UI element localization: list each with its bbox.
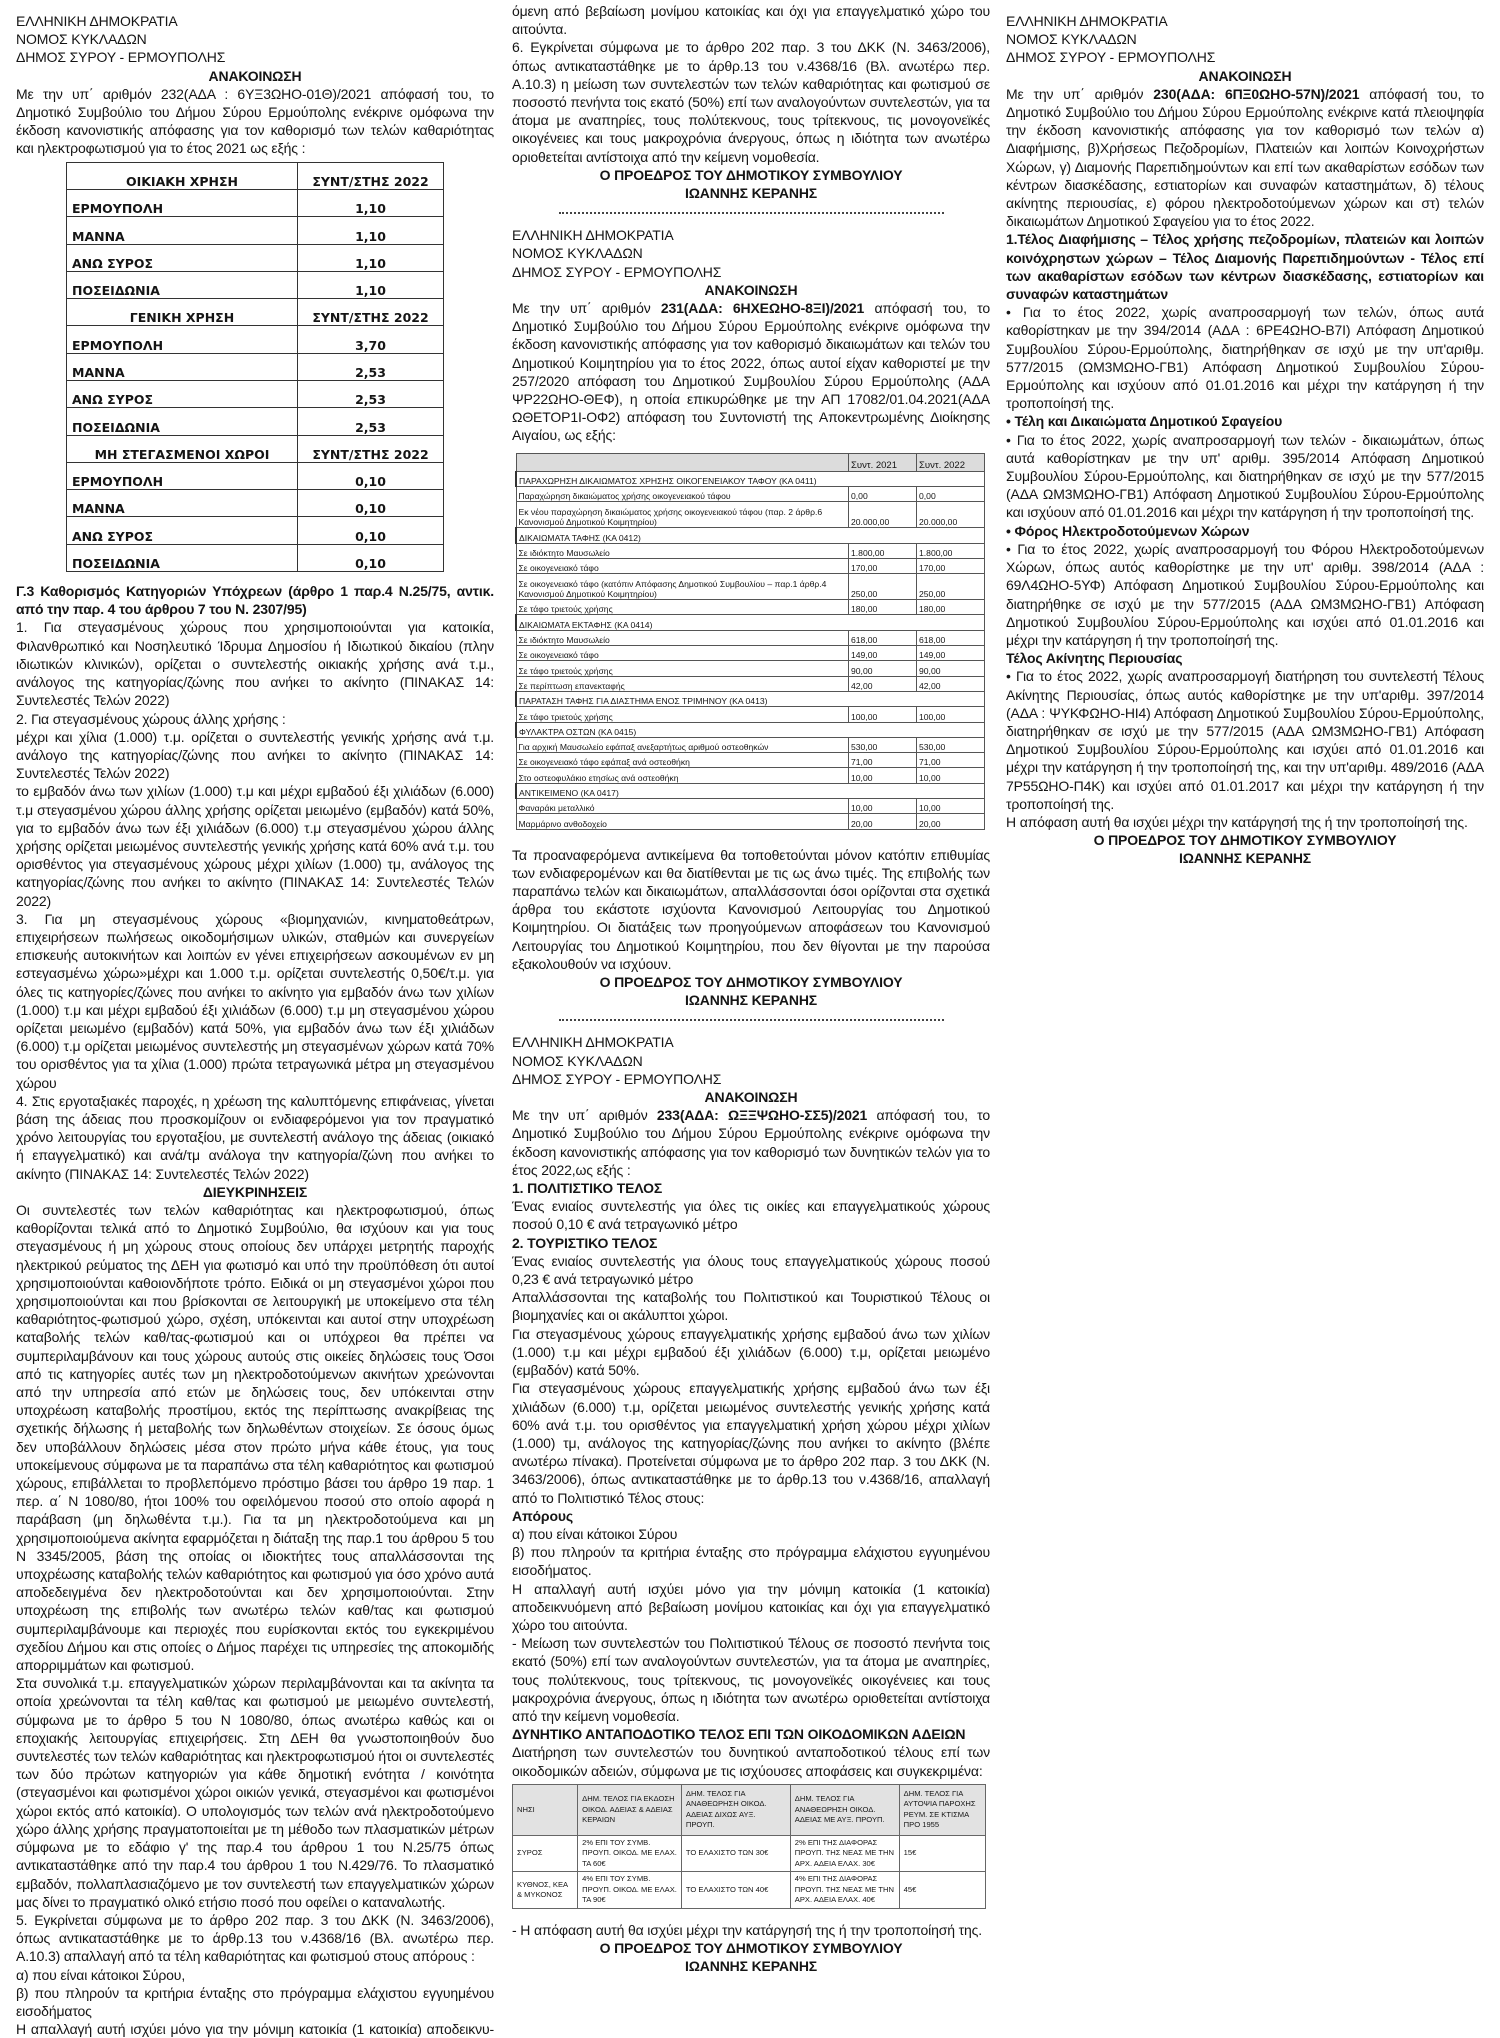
paragraph: 6. Εγκρίνεται σύμφωνα με το άρθρο 202 παρ. 3 του ΔΚΚ (Ν. 3463/2006), όπως αντικαταστάθηκε με το άρθρ.13 του ν.4368/16 (Βλ. ανωτέρω περ. Α.10.3) η μείωση των συντελεστών των τελών καθαριότητας και φωτισμού σε ποσοστό πενήντα τοις εκατό (50%) επί των αναλογούντων συντελεστών, για τα άτομα με αναπηρίες, τους πολύτεκνους, τους τρίτεκνους, τις μονογονεϊκές οικογένειες και τους μακροχρόνια άνεργους, όπως η ιδιότητα των ανωτέρω οριοθετείται αντίστοιχα από την κείμενη νομοθεσία. (512, 39, 990, 165)
paragraph: Ένας ενιαίος συντελεστής για όλες τις οικίες και επαγγελματικούς χώρους ποσού 0,10 € ανά τετραγωνικό μέτρο (512, 1198, 990, 1233)
value-cell: 530,00 (917, 737, 985, 752)
table-section-row (516, 722, 985, 737)
signatory-title: Ο ΠΡΟΕΔΡΟΣ ΤΟΥ ΔΗΜΟΤΙΚΟΥ ΣΥΜΒΟΥΛΙΟΥ (1093, 832, 1397, 849)
value-cell: 0,00 (917, 486, 985, 501)
value-cell: 20.000,00 (917, 502, 985, 528)
table-header-row (67, 435, 444, 462)
signatory-title: Ο ΠΡΟΕΔΡΟΣ ΤΟΥ ΔΗΜΟΤΙΚΟΥ ΣΥΜΒΟΥΛΙΟΥ (599, 166, 903, 183)
table-cell: ΤΟ ΕΛΑΧΙΣΤΟ ΤΩΝ 40€ (681, 1872, 790, 1909)
value-cell: 10,00 (849, 768, 917, 783)
section-heading: ΔΥΝΗΤΙΚΟ ΑΝΤΑΠΟΔΟΤΙΚΟ ΤΕΛΟΣ ΕΠΙ ΤΩΝ ΟΙΚΟΔΟΜΙΚΩΝ ΑΔΕΙΩΝ (512, 1726, 966, 1743)
dotted-divider (559, 212, 944, 214)
fee-coefficients-table (66, 162, 444, 572)
table-section-row (516, 783, 985, 798)
paragraph: Η απαλλαγή αυτή ισχύει μόνο για την μόνιμη κατοικία (1 κατοικία) αποδεικνυ- (16, 2021, 494, 2038)
paragraph: όμενη από βεβαίωση μονίμου κατοικίας και όχι για επαγγελματικό χώρο του αιτούντα. (512, 3, 990, 38)
header-cell: ΝΗΣΙ (513, 1784, 578, 1835)
item-cell: Σε οικογενειακό τάφο εφάπαξ ανά οστεοθήκη (516, 753, 849, 768)
paragraph: - Η απόφαση αυτή θα ισχύει μέχρι την κατάργησή της ή την τροποποίησή της. (512, 1921, 982, 1938)
decision-reference: 233(ΑΔΑ: ΩΞΞΨΩΗΟ-ΣΣ5)/2021 (656, 1107, 868, 1124)
value-cell: 170,00 (849, 558, 917, 573)
table-row (516, 799, 985, 814)
item-cell: Μαρμάρινο ανθοδοχείο (516, 814, 849, 829)
table-row (67, 462, 444, 489)
issuer-line: ΔΗΜΟΣ ΣΥΡΟΥ - ΕΡΜΟΥΠΟΛΗΣ (1006, 49, 1216, 66)
paragraph: Απαλλάσσονται της καταβολής του Πολιτιστικού και Τουριστικού Τέλους οι βιομηχανίες και οι ακάλυπτοι χώροι. (512, 1289, 990, 1324)
item-cell: Σε οικογενειακό τάφο (κατόπιν Απόφασης Δημοτικού Συμβουλίου – παρ.1 άρθρ.4 Κανονισμού Δημοτικού Κοιμητηρίου) (516, 574, 849, 600)
table-row (516, 502, 985, 528)
section-heading: Γ.3 Καθορισμός Κατηγοριών Υπόχρεων (άρθρο 1 παρ.4 Ν.25/75, αντικ. από την παρ. 4 του άρθρου 7 του Ν. 2307/95) (16, 583, 494, 618)
paragraph: • Για το έτος 2022, χωρίς αναπροσαρμογή του Φόρου Ηλεκτροδοτούμενων Χώρων, όπως αυτός καθορίστηκε με την υπ' αριθμ. 398/2014 (ΑΔΑ : 69Λ4ΩΗΟ-5ΥΦ) Απόφαση Δημοτικού Συμβουλίου Σύρου-Ερμούπολης και διατηρήθηκε σε ισχύ με την 577/2015 (ΑΔΑ ΩΜ3ΜΩΗΟ-ΓΒ1) Απόφαση Δημοτικού Συμβουλίου Σύρου-Ερμούπολης και ισχύει από 01.01.2016 και μέχρι την κατάργηση ή την τροποποίησή της. (1006, 540, 1484, 648)
issuer-line: ΝΟΜΟΣ ΚΥΚΛΑΔΩΝ (16, 31, 147, 48)
table-row (67, 381, 444, 408)
text-run: απόφασή του, το Δημοτικό Συμβούλιο του Δήμου Σύρου Ερμούπολης ενέκρινε ομόφωνα την έκδοση κανονιστικής απόφασης για τον καθορισμό των δυνητικών τελών για το έτος 2022,ως εξής : (512, 1107, 990, 1178)
section-heading: Τέλος Ακίνητης Περιουσίας (1006, 650, 1183, 667)
table-row (67, 408, 444, 435)
item-cell: Σε ιδιόκτητο Μαυσωλείο (516, 630, 849, 645)
table-row (67, 517, 444, 544)
area-cell: ΠΟΣΕΙΔΩΝΙΑ (67, 271, 298, 298)
section-cell: ΠΑΡΑΧΩΡΗΣΗ ΔΙΚΑΙΩΜΑΤΟΣ ΧΡΗΣΗΣ ΟΙΚΟΓΕΝΕΙΑΚΟΥ ΤΑΦΟΥ (ΚΑ 0411) (516, 471, 985, 486)
item-cell: Στο οστεοφυλάκιο ετησίως ανά οστεοθήκη (516, 768, 849, 783)
item-cell: Σε ιδιόκτητο Μαυσωλείο (516, 543, 849, 558)
issuer-header (16, 12, 494, 67)
table-row (67, 544, 444, 571)
value-cell: 618,00 (849, 630, 917, 645)
signatory-name: ΙΩΑΝΝΗΣ ΚΕΡΑΝΗΣ (684, 185, 818, 202)
signatory-title: Ο ΠΡΟΕΔΡΟΣ ΤΟΥ ΔΗΜΟΤΙΚΟΥ ΣΥΜΒΟΥΛΙΟΥ (599, 974, 903, 991)
announcement-title: ΑΝΑΚΟΙΝΩΣΗ (208, 67, 302, 84)
issuer-line: ΔΗΜΟΣ ΣΥΡΟΥ - ΕΡΜΟΥΠΟΛΗΣ (512, 1070, 722, 1087)
issuer-line: ΕΛΛΗΝΙΚΗ ΔΗΜΟΚΡΑΤΙΑ (16, 13, 178, 29)
coefficient-cell: 3,70 (298, 326, 444, 353)
table-row (516, 543, 985, 558)
table-row (516, 600, 985, 615)
table-cell: ΤΟ ΕΛΑΧΙΣΤΟ ΤΩΝ 30€ (681, 1835, 790, 1872)
table-row (516, 814, 985, 829)
paragraph: Ένας ενιαίος συντελεστής για όλους τους επαγγελματικούς χώρους ποσού 0,23 € ανά τετραγωνικό μέτρο (512, 1252, 990, 1288)
table-cell: ΚΥΘΝΟΣ, ΚΕΑ & ΜΥΚΟΝΟΣ (513, 1872, 578, 1909)
area-cell: ΑΝΩ ΣΥΡΟΣ (67, 244, 298, 271)
announcement-title: ΑΝΑΚΟΙΝΩΣΗ (704, 281, 798, 298)
paragraph: 5. Εγκρίνεται σύμφωνα με το άρθρο 202 παρ. 3 του ΔΚΚ (Ν. 3463/2006), όπως αντικαταστάθηκε με το άρθρ.13 του ν.4368/16 (Βλ. ανωτέρω περ. Α.10.3) απαλλαγή από τα τέλη καθαριότητας και φωτισμού στους απόρους : (16, 1911, 494, 1965)
value-cell: 71,00 (917, 753, 985, 768)
header-cell: ΣΥΝΤ/ΣΤΗΣ 2022 (298, 435, 444, 462)
value-cell: 1.800,00 (917, 543, 985, 558)
value-cell: 10,00 (917, 768, 985, 783)
section-cell: ΦΥΛΑΚΤΡΑ ΟΣΤΩΝ (ΚΑ 0415) (516, 722, 985, 737)
section-heading: 2. ΤΟΥΡΙΣΤΙΚΟ ΤΕΛΟΣ (512, 1234, 658, 1251)
value-cell: 530,00 (849, 737, 917, 752)
area-cell: ΠΟΣΕΙΔΩΝΙΑ (67, 544, 298, 571)
signatory-name: ΙΩΑΝΝΗΣ ΚΕΡΑΝΗΣ (684, 992, 818, 1009)
paragraph: Διατήρηση των συντελεστών του δυνητικού ανταποδοτικού τέλους επί των οικοδομικών αδειών, σύμφωνα με τις ισχύουσες αποφάσεις και συγκεκριμένα: (512, 1744, 990, 1779)
issuer-line: ΔΗΜΟΣ ΣΥΡΟΥ - ΕΡΜΟΥΠΟΛΗΣ (512, 263, 722, 280)
paragraph: α) που είναι κάτοικοι Σύρου (512, 1525, 678, 1542)
value-cell: 0,00 (849, 486, 917, 501)
issuer-line: ΝΟΜΟΣ ΚΥΚΛΑΔΩΝ (512, 245, 643, 262)
area-cell: ΜΑΝΝΑ (67, 217, 298, 244)
item-cell: Σε οικογενειακό τάφο (516, 558, 849, 573)
value-cell: 250,00 (917, 574, 985, 600)
table-row (67, 271, 444, 298)
paragraph: Για στεγασμένους χώρους επαγγελματικής χρήσης εμβαδού άνω των χιλίων (1.000) τ.μ και μέχρι εμβαδού έξι χιλιάδων (6.000) τ.μ, ορίζεται μειωμένο (εμβαδόν) κατά 50%. (512, 1325, 990, 1379)
area-cell: ΜΑΝΝΑ (67, 353, 298, 380)
text-run: Με την υπ΄ αριθμόν (512, 300, 661, 317)
section-heading: • Τέλη και Δικαιώματα Δημοτικού Σφαγείου (1006, 413, 1283, 430)
table-row (516, 707, 985, 722)
table-section-row (516, 471, 985, 486)
paragraph: Με την υπ΄ αριθμόν 232(ΑΔΑ : 6ΥΞ3ΩΗΟ-01Θ)/2021 απόφασή του, το Δημοτικό Συμβούλιο του Δήμου Σύρου Ερμούπολης ενέκρινε ομόφωνα την έκδοση κανονιστικής απόφασης για τον καθορισμό των τελών καθαριότητας και ηλεκτροφωτισμού για το έτος 2021 ως εξής : (16, 85, 494, 157)
paragraph: • Για το έτος 2022, χωρίς αναπροσαρμογή των τελών, όπως αυτά καθορίστηκαν με την 394/2014 (ΑΔΑ : 6ΡΕ4ΩΗΟ-Β7Ι) Απόφαση Δημοτικού Συμβουλίου Σύρου-Ερμούπολης, διατηρήθηκαν σε ισχύ με την υπ'αριθμ. 577/2015 (ΩΜ3ΜΩΗΟ-ΓΒ1) Απόφαση Δημοτικού Συμβουλίου Σύρου-Ερμούπολης και ισχύουν από 01.01.2016 και μέχρι την κατάργηση ή την τροποποίησή της. (1006, 304, 1484, 412)
issuer-line: ΕΛΛΗΝΙΚΗ ΔΗΜΟΚΡΑΤΙΑ (1006, 13, 1168, 29)
issuer-line: ΕΛΛΗΝΙΚΗ ΔΗΜΟΚΡΑΤΙΑ (512, 1034, 674, 1051)
table-header-row (516, 453, 985, 471)
area-cell: ΑΝΩ ΣΥΡΟΣ (67, 517, 298, 544)
section-cell: ΔΙΚΑΙΩΜΑΤΑ ΤΑΦΗΣ (ΚΑ 0412) (516, 528, 985, 543)
table-header-row (67, 162, 444, 189)
item-cell: Σε οικογενειακό τάφο (516, 646, 849, 661)
table-row (67, 353, 444, 380)
table-cell: ΣΥΡΟΣ (513, 1835, 578, 1872)
table-row (67, 217, 444, 244)
value-cell: 618,00 (917, 630, 985, 645)
value-cell: 149,00 (849, 646, 917, 661)
column-2 (512, 2, 990, 1975)
table-row (67, 189, 444, 216)
table-row (516, 737, 985, 752)
area-cell: ΕΡΜΟΥΠΟΛΗ (67, 189, 298, 216)
header-cell (516, 453, 849, 471)
signatory-name: ΙΩΑΝΝΗΣ ΚΕΡΑΝΗΣ (684, 1958, 818, 1975)
area-cell: ΑΝΩ ΣΥΡΟΣ (67, 381, 298, 408)
value-cell: 1.800,00 (849, 543, 917, 558)
paragraph (512, 299, 990, 445)
section-heading: Απόρους (512, 1507, 573, 1524)
item-cell: Σε τάφο τριετούς χρήσης (516, 600, 849, 615)
paragraph: Στα συνολικά τ.μ. επαγγελματικών χώρων περιλαμβάνονται και τα ακίνητα τα οποία χρεώνονται τα τέλη καθ/τας και φωτισμού με μειωμένο συντελεστή, σύμφωνα με το άρθρο 5 του Ν 1080/80, όπως ανωτέρω καθώς και οι εποχιακής λειτουργίας επιχειρήσεις. Στη ΔΕΗ θα γνωστοποιηθούν δυο συντελεστές των τελών καθαριότητας και ηλεκτροφωτισμού ήτοι οι συντελεστές των δύο πρώτων κατηγοριών για κάθε δημοτική ενότητα / κοινότητα (στεγασμένοι και φωτισμένοι χώροι οικιών γενικά, στεγασμένοι και φωτισμένοι χώροι εκτός από κατοικία). Ο υπολογισμός των τελών ανά ηλεκτροδοτούμενο χώρο άλλης χρήσης πραγματοποιείται με τη μέθοδο των πλασματικών μέτρων σύμφωνα με το εδάφιο γ' της παρ.4 του άρθρου 1 του Ν.25/75 όπως αντικαταστάθηκε από την παρ.4 του άρθρου 1 του Ν.429/76. Το πλασματικό εμβαδόν, πολλαπλασιαζόμενο με τον συντελεστή των επαγγελματικών χώρων μας δίνει το πραγματικό ολικό ετήσιο ποσό που οφείλει ο καταναλωτής. (16, 1675, 494, 1910)
value-cell: 20,00 (849, 814, 917, 829)
value-cell: 250,00 (849, 574, 917, 600)
section-cell: ΑΝΤΙΚΕΙΜΕΝΟ (ΚΑ 0417) (516, 783, 985, 798)
item-cell: Σε περίπτωση επανεκταφής (516, 676, 849, 691)
value-cell: 20,00 (917, 814, 985, 829)
paragraph: 3. Για μη στεγασμένους χώρους «βιομηχανιών, κινηματοθεάτρων, επιχειρήσεων πωλήσεως οικοδομήσιμων υλικών, σταθμών και συνεργείων επισκευής αυτοκινήτων και λοιπών εν γένει επιχειρήσεων ασκουμένων εν μη εστεγασμένω χώρω»μέχρι και 1.000 τ.μ. ορίζεται συντελεστής 0,50€/τ.μ. για όλες τις κατηγορίες/ζώνες που ανήκει το ακίνητο για εμβαδόν άνω των χιλίων (1.000) τ.μ και μέχρι εμβαδού έξι χιλιάδων (6.000) τ.μ μη στεγασμένου χώρου ορίζεται μειωμένο (εμβαδόν) κατά 50%, για εμβαδόν άνω των έξι χιλιάδων (6.000) τ.μ ορίζεται μειωμένος συντελεστής μη στεγασμένων χώρων κατά 70% του ορισθέντος για τα χίλια (1.000) πρώτα τετραγωνικά μέτρα μη στεγασμένου χώρου (16, 910, 494, 1091)
paragraph: Οι συντελεστές των τελών καθαριότητας και ηλεκτροφωτισμού, όπως καθορίζονται τελικά από το Δημοτικό Συμβούλιο, θα ισχύουν και για τους στεγασμένους ή μη χώρους στους οποίους δεν υπάρχει μετρητής παροχής ηλεκτρικού ρεύματος της ΔΕΗ για φωτισμό και υπό την προϋπόθεση ότι αυτοί χρησιμοποιούνται καθοιονδήποτε τρόπο. Ειδικά οι μη στεγασμένοι χώροι που χρησιμοποιούνται και που βρίσκονται σε λειτουργική με υποκείμενο στα τέλη καθαριότητος-φωτισμού χώρο, σχέση, υπόκεινται και αυτοί στην υποχρέωση καταβολής τελών καθ/τας-φωτισμού και οι υπόχρεοι θα πρέπει να συμπεριλαμβάνουν και τους χώρους αυτούς στις οικείες δηλώσεις τους Όσοι από τις κατηγορίες αυτές των μη ηλεκτροδοτούμενων ακινήτων χρεώνονται από την υπηρεσία από ετών με δηλώσεις τους, δεν υπόκεινται στην υποχρέωση καταβολής προστίμου, εκτός της περίπτωσης ανακρίβειας της σχετικής δήλωσης ή μεταβολής των δηλωθέντων στοιχείων. Σε όσους όμως δεν υποβάλλουν δηλώσεις μέσα στον πρώτο μήνα κάθε έτους, για τους υποκείμενους σύμφωνα με τα παραπάνω στα τέλη καθαριότητος και φωτισμού χώρους, επιβάλλεται το προβλεπόμενο πρόστιμο βάσει του άρθρο 19 παρ. 1 περ. α΄ Ν 1080/80, ήτοι 100% του οφειλόμενου ποσού στο οποίο αφορά η παράβαση (μη δηλωθέντα τ.μ.). Για τα μη ηλεκτροδοτούμενα και μη χρησιμοποιούμενα ακίνητα εφαρμόζεται η διάταξη της παρ.1 του άρθρου 5 του Ν 3345/2005, βάση της οποίας οι ιδιοκτήτες τους απαλλάσσονται της υποχρέωσης καταβολής τελών καθαριότητος και φωτισμού για όσο χρόνο αυτά αποδεδειγμένα δεν ηλεκτροδοτούνται και δεν χρησιμοποιούνται. Στην υποχρέωση της επιβολής των ανωτέρω τελών καθ/τας και φωτισμού συμπεριλαμβάνουμε και περιοχές που ευρίσκονται εκτός του εγκεκριμένου σχεδίου Δήμου και στις οποίες ο Δήμος παρέχει τις υπηρεσίες της αποκομιδής απορριμμάτων και φωτισμού. (16, 1201, 494, 1674)
table-header-row (513, 1784, 986, 1835)
value-cell: 100,00 (917, 707, 985, 722)
paragraph: το εμβαδόν άνω των χιλίων (1.000) τ.μ και μέχρι εμβαδού έξι χιλιάδων (6.000) τ.μ στεγασμένου χώρου άλλης χρήσης ορίζεται μειωμένο (εμβαδόν) κατά 50%, για το εμβαδόν άνω των έξι χιλιάδων (6.000) τ.μ στεγασμένου χώρου άλλης χρήσης ορίζεται μειωμένος συντελεστής γενικής χρήσης κατά 60% ανά τ.μ. του ορισθέντος για στεγασμένους χώρους μέχρι χιλίων (1.000) τμ, ανάλογος της κατηγορίας/ζώνης που ανήκει το ακίνητο (ΠΙΝΑΚΑΣ 14: Συντελεστές Τελών 2022) (16, 783, 494, 909)
text-run: Με την υπ΄ αριθμόν (1006, 85, 1154, 102)
table-row (516, 558, 985, 573)
item-cell: Για αρχική Μαυσωλείο εφάπαξ ανεξαρτήτως αριθμού οστεοθηκών (516, 737, 849, 752)
coefficient-cell: 1,10 (298, 189, 444, 216)
table-header-row (67, 299, 444, 326)
paragraph: • Για το έτος 2022, χωρίς αναπροσαρμογή των τελών - δικαιωμάτων, όπως αυτά καθορίστηκαν με την υπ' αριθμ. 395/2014 Απόφαση Δημοτικού Συμβουλίου Σύρου-Ερμούπολης, και διατηρήθηκαν σε ισχύ με την 577/2015 (ΑΔΑ ΩΜ3ΜΩΗΟ-ΓΒ1) Απόφαση Δημοτικού Συμβουλίου Σύρου-Ερμούπολης και ισχύουν από 01.01.2016 και μέχρι την κατάργηση ή την τροποποίησή της. (1006, 431, 1484, 521)
paragraph: Για στεγασμένους χώρους επαγγελματικής χρήσης εμβαδού άνω των έξι χιλιάδων (6.000) τ.μ, ορίζεται μειωμένος συντελεστής γενικής χρήσης κατά 60% ανά τ.μ. του ορισθέντος για επαγγελματική χρήση χώρου μέχρι χιλίων (1.000) τμ, ανάλογος της κατηγορίας/ζώνης που ανήκει το ακίνητο (βλέπε ανωτέρω πίνακα). Προτείνεται σύμφωνα με το άρθρο 202 παρ. 3 του ΔΚΚ (Ν. 3463/2006), όπως αντικαταστάθηκε με το άρθρ.13 του ν.4368/16, απαλλαγή από το Πολιτιστικό Τέλος στους: (512, 1380, 990, 1506)
table-section-row (516, 615, 985, 630)
value-cell: 42,00 (917, 676, 985, 691)
cemetery-fees-table (515, 453, 985, 830)
table-row (516, 574, 985, 600)
column-3 (1006, 12, 1484, 868)
paragraph (512, 1106, 990, 1179)
decision-reference: 231(ΑΔΑ: 6ΗΧΕΩΗΟ-8ΞΙ)/2021 (660, 300, 865, 317)
header-cell: ΔΗΜ. ΤΕΛΟΣ ΓΙΑ ΑΝΑΘΕΩΡΗΣΗ ΟΙΚΟΔ. ΑΔΕΙΑΣ ΜΕ ΑΥΞ. ΠΡΟΥΠ. (790, 1784, 899, 1835)
paragraph: - Μείωση των συντελεστών του Πολιτιστικού Τέλους σε ποσοστό πενήντα τοις εκατό (50%) επί των αναλογούντων συντελεστών, για τα άτομα με αναπηρίες, τους πολύτεκνους, τους τρίτεκνους, τις μονογονεϊκές οικογένειες και τους μακροχρόνια άνεργους, όπως η ιδιότητα των ανωτέρω οριοθετείται αντίστοιχα από την κείμενη νομοθεσία. (512, 1635, 990, 1724)
issuer-line: ΝΟΜΟΣ ΚΥΚΛΑΔΩΝ (1006, 31, 1137, 48)
table-cell: 2% ΕΠΙ ΤΗΣ ΔΙΑΦΟΡΑΣ ΠΡΟΥΠ. ΤΗΣ ΝΕΑΣ ΜΕ ΤΗΝ ΑΡΧ. ΑΔΕΙΑ ΕΛΑΧ. 30€ (790, 1835, 899, 1872)
table-row (516, 676, 985, 691)
item-cell: Φαναράκι μεταλλικό (516, 799, 849, 814)
header-cell: ΟΙΚΙΑΚΗ ΧΡΗΣΗ (67, 162, 298, 189)
coefficient-cell: 0,10 (298, 517, 444, 544)
announcement-title: ΑΝΑΚΟΙΝΩΣΗ (1198, 67, 1292, 84)
signature-block (512, 166, 990, 202)
section-heading: 1.Τέλος Διαφήμισης – Τέλος χρήσης πεζοδρομίων, πλατειών και λοιπών κοινόχρηστων χώρων – Τέλος Διαμονής Παρεπιδημούντων - Τέλος επί των ακαθαρίστων εσόδων των κέντρων διασκέδασης, εστιατορίων και συναφών καταστημάτων (1006, 231, 1484, 303)
header-cell: ΣΥΝΤ/ΣΤΗΣ 2022 (298, 162, 444, 189)
text-run: Με την υπ΄ αριθμόν (512, 1107, 657, 1124)
text-run: απόφασή του, το Δημοτικό Συμβούλιο του Δήμου Σύρου Ερμούπολης ενέκρινε ομόφωνα την έκδοση κανονιστικής απόφασης για τον καθορισμό δικαιωμάτων και τελών του Δημοτικού Κοιμητηρίου για το έτος 2022, όπως αυτοί είχαν καθοριστεί με την 257/2020 απόφαση του Δημοτικού Συμβουλίου Σύρου Ερμούπολης (ΑΔΑ ΨΡ22ΩΗΟ-ΘΕΦ), η οποία επικυρώθηκε με την ΑΠ 17082/01.04.2021(ΑΔΑ ΩΘΕΤΟΡ1Ι-ΟΦ2) απόφαση του Συντονιστή της Αποκεντρωμένης Διοίκησης Αιγαίου, ως εξής: (512, 300, 990, 444)
issuer-header (1006, 12, 1484, 67)
paragraph (1006, 85, 1484, 231)
value-cell: 180,00 (917, 600, 985, 615)
header-cell: Συντ. 2022 (917, 453, 985, 471)
value-cell: 10,00 (917, 799, 985, 814)
coefficient-cell: 2,53 (298, 353, 444, 380)
table-row (516, 768, 985, 783)
paragraph: β) που πληρούν τα κριτήρια ένταξης στο πρόγραμμα ελάχιστου εγγυημένου εισοδήματος. (512, 1544, 990, 1579)
signatory-name: ΙΩΑΝΝΗΣ ΚΕΡΑΝΗΣ (1178, 850, 1312, 867)
paragraph: Η απόφαση αυτή θα ισχύει μέχρι την κατάργησή της ή την τροποποίησή της. (1006, 813, 1468, 830)
area-cell: ΕΡΜΟΥΠΟΛΗ (67, 462, 298, 489)
item-cell: Παραχώρηση δικαιώματος χρήσης οικογενειακού τάφου (516, 486, 849, 501)
table-cell: 15€ (899, 1835, 985, 1872)
value-cell: 90,00 (849, 661, 917, 676)
paragraph: μέχρι και χίλια (1.000) τ.μ. ορίζεται ο συντελεστής γενικής χρήσης ανά τ.μ. ανάλογο της κατηγορίας/ζώνης που ανήκει το ακίνητο (ΠΙΝΑΚΑΣ 14: Συντελεστές Τελών 2022) (16, 728, 494, 782)
column-1 (16, 12, 494, 2038)
table-row (516, 661, 985, 676)
area-cell: ΜΑΝΝΑ (67, 490, 298, 517)
paragraph: Τα προαναφερόμενα αντικείμενα θα τοποθετούνται μόνον κατόπιν επιθυμίας των ενδιαφερομένων και θα διατίθενται με τις ως άνω τιμές. Της επιβολής των παραπάνω τελών και δικαιωμάτων, απαλλάσσονται όσοι ορίζονται στα σχετικά άρθρα του εκάστοτε ισχύοντα Κανονισμού Λειτουργίας του Δημοτικού Κοιμητηρίου. Οι διατάξεις των προηγούμενων αποφάσεων του Κανονισμού Λειτουργίας του Δημοτικού Κοιμητηρίου, που δεν θίγονται με την παρούσα εξακολουθούν να ισχύουν. (512, 846, 990, 972)
value-cell: 10,00 (849, 799, 917, 814)
section-cell: ΔΙΚΑΙΩΜΑΤΑ ΕΚΤΑΦΗΣ (ΚΑ 0414) (516, 615, 985, 630)
area-cell: ΕΡΜΟΥΠΟΛΗ (67, 326, 298, 353)
table-row (67, 490, 444, 517)
paragraph: β) που πληρούν τα κριτήρια ένταξης στο πρόγραμμα ελάχιστου εγγυημένου εισοδήματος (16, 1984, 494, 2019)
coefficient-cell: 1,10 (298, 271, 444, 298)
coefficient-cell: 0,10 (298, 490, 444, 517)
value-cell: 149,00 (917, 646, 985, 661)
table-section-row (516, 528, 985, 543)
table-row (513, 1872, 986, 1909)
coefficient-cell: 1,10 (298, 217, 444, 244)
announcement-title: ΔΙΕΥΚΡΙΝΗΣΕΙΣ (202, 1183, 308, 1200)
coefficient-cell: 1,10 (298, 244, 444, 271)
section-heading: 1. ΠΟΛΙΤΙΣΤΙΚΟ ΤΕΛΟΣ (512, 1180, 663, 1197)
paragraph: 2. Για στεγασμένους χώρους άλλης χρήσης : (16, 710, 286, 727)
section-heading: • Φόρος Ηλεκτροδοτούμενων Χώρων (1006, 522, 1250, 539)
decision-reference: 230(ΑΔΑ: 6ΠΞ0ΩΗΟ-57Ν)/2021 (1153, 85, 1360, 102)
value-cell: 100,00 (849, 707, 917, 722)
header-cell: ΓΕΝΙΚΗ ΧΡΗΣΗ (67, 299, 298, 326)
issuer-header (512, 1033, 990, 1088)
building-permit-fees-table (512, 1784, 986, 1909)
announcement-title: ΑΝΑΚΟΙΝΩΣΗ (704, 1089, 798, 1106)
paragraph: α) που είναι κάτοικοι Σύρου, (16, 1966, 186, 1983)
value-cell: 90,00 (917, 661, 985, 676)
issuer-line: ΕΛΛΗΝΙΚΗ ΔΗΜΟΚΡΑΤΙΑ (512, 227, 674, 244)
dotted-divider (559, 1019, 944, 1021)
coefficient-cell: 0,10 (298, 462, 444, 489)
value-cell: 180,00 (849, 600, 917, 615)
header-cell: ΔΗΜ. ΤΕΛΟΣ ΓΙΑ ΑΝΑΘΕΩΡΗΣΗ ΟΙΚΟΔ. ΑΔΕΙΑΣ ΔΙΧΩΣ ΑΥΞ. ΠΡΟΥΠ. (681, 1784, 790, 1835)
value-cell: 42,00 (849, 676, 917, 691)
table-row (513, 1835, 986, 1872)
coefficient-cell: 0,10 (298, 544, 444, 571)
signatory-title: Ο ΠΡΟΕΔΡΟΣ ΤΟΥ ΔΗΜΟΤΙΚΟΥ ΣΥΜΒΟΥΛΙΟΥ (599, 1939, 903, 1956)
table-row (516, 486, 985, 501)
table-section-row (516, 691, 985, 706)
table-cell: 2% ΕΠΙ ΤΟΥ ΣΥΜΒ. ΠΡΟΥΠ. ΟΙΚΟΔ. ΜΕ ΕΛΑΧ. ΤΑ 60€ (578, 1835, 682, 1872)
header-cell: Συντ. 2021 (849, 453, 917, 471)
value-cell: 71,00 (849, 753, 917, 768)
header-cell: ΔΗΜ. ΤΕΛΟΣ ΓΙΑ ΕΚΔΟΣΗ ΟΙΚΟΔ. ΑΔΕΙΑΣ & ΑΔΕΙΑΣ ΚΕΡΑΙΩΝ (578, 1784, 682, 1835)
paragraph: • Για το έτος 2022, χωρίς αναπροσαρμογή διατήρηση του συντελεστή Τέλους Ακίνητης Περιουσίας, όπως αυτός καθορίστηκε με την υπ'αριθμ. 397/2014 (ΑΔΑ : ΨΥΚΦΩΗΟ-ΗΙ4) Απόφαση Δημοτικού Συμβουλίου Σύρου-Ερμούπολης, διατηρήθηκαν σε ισχύ με την 577/2015 (ΑΔΑ ΩΜ3ΜΩΗΟ-ΓΒ1) Απόφαση Δημοτικού Συμβουλίου Σύρου-Ερμούπολης και ισχύει από 01.01.2016 και μέχρι την κατάργηση ή την τροποποίησή της, και την υπ'αριθμ. 489/2016 (ΑΔΑ 7Ρ55ΩΗΟ-Π4Κ) και ισχύει από 01.01.2017 και μέχρι την κατάργηση ή την τροποποίησή της. (1006, 668, 1484, 812)
header-cell: ΣΥΝΤ/ΣΤΗΣ 2022 (298, 299, 444, 326)
table-cell: 4% ΕΠΙ ΤΟΥ ΣΥΜΒ. ΠΡΟΥΠ. ΟΙΚΟΔ. ΜΕ ΕΛΑΧ. ΤΑ 90€ (578, 1872, 682, 1909)
item-cell: Εκ νέου παραχώρηση δικαιώματος χρήσης οικογενειακού τάφου (παρ. 2 άρθρ.6 Κανονισμού Δημοτικού Κοιμητηρίου) (516, 502, 849, 528)
issuer-header (512, 226, 990, 281)
header-cell: ΔΗΜ. ΤΕΛΟΣ ΓΙΑ ΑΥΤΟΨΙΑ ΠΑΡΟΧΗΣ ΡΕΥΜ. ΣΕ ΚΤΙΣΜΑ ΠΡΟ 1955 (899, 1784, 985, 1835)
coefficient-cell: 2,53 (298, 381, 444, 408)
table-row (67, 326, 444, 353)
signature-block (1006, 831, 1484, 867)
header-cell: ΜΗ ΣΤΕΓΑΣΜΕΝΟΙ ΧΩΡΟΙ (67, 435, 298, 462)
paragraph: 4. Στις εργοταξιακές παροχές, η χρέωση της καλυπτόμενης επιφάνειας, γίνεται βάση της άδειας που προσκομίζουν οι ενδιαφερόμενοι για τον πραγματικό χρόνο λειτουργίας του εργοταξίου, με συντελεστή ανάλογο της άδειας (οικιακό ή επαγγελματικό) και ανά/τμ ανάλογα την κατηγορία/ζώνη που ανήκει το ακίνητο (ΠΙΝΑΚΑΣ 14: Συντελεστές Τελών 2022) (16, 1092, 494, 1182)
item-cell: Σε τάφο τριετούς χρήσης (516, 661, 849, 676)
issuer-line: ΝΟΜΟΣ ΚΥΚΛΑΔΩΝ (512, 1052, 643, 1069)
issuer-line: ΔΗΜΟΣ ΣΥΡΟΥ - ΕΡΜΟΥΠΟΛΗΣ (16, 49, 226, 66)
coefficient-cell: 2,53 (298, 408, 444, 435)
table-row (67, 244, 444, 271)
text-run: απόφασή του, το Δημοτικό Συμβούλιο του Δήμου Σύρου Ερμούπολης ενέκρινε κατά πλειοψηφία την έκδοση κανονιστικής απόφασης για τον καθορισμό των τελών α) Διαφήμισης, β)Χρήσεως Πεζοδρομίων, Πλατειών και λοιπών Κοινοχρήστων Χώρων, γ) Διαμονής Παρεπιδημούντων και επί των ακαθαρίστων εσόδων των κέντρων διασκέδασης, εστιατορίων και συναφών καταστημάτων, δ) τέλους ακίνητης περιουσίας, ε) φόρου ηλεκτροδοτούμενων χώρων και στ) τελών δικαιωμάτων Δημοτικού Σφαγείου για το έτος 2022. (1006, 85, 1484, 230)
value-cell: 20.000,00 (849, 502, 917, 528)
area-cell: ΠΟΣΕΙΔΩΝΙΑ (67, 408, 298, 435)
table-row (516, 630, 985, 645)
signature-block (512, 1939, 990, 1975)
table-cell: 4% ΕΠΙ ΤΗΣ ΔΙΑΦΟΡΑΣ ΠΡΟΥΠ. ΤΗΣ ΝΕΑΣ ΜΕ ΤΗΝ ΑΡΧ. ΑΔΕΙΑ ΕΛΑΧ. 40€ (790, 1872, 899, 1909)
item-cell: Σε τάφο τριετούς χρήσης (516, 707, 849, 722)
table-cell: 45€ (899, 1872, 985, 1909)
section-cell: ΠΑΡΑΤΑΣΗ ΤΑΦΗΣ ΓΙΑ ΔΙΑΣΤΗΜΑ ΕΝΟΣ ΤΡΙΜΗΝΟΥ (ΚΑ 0413) (516, 691, 985, 706)
signature-block (512, 973, 990, 1009)
table-row (516, 646, 985, 661)
paragraph: Η απαλλαγή αυτή ισχύει μόνο για την μόνιμη κατοικία (1 κατοικία) αποδεικνυόμενη από βεβαίωση μονίμου κατοικίας και όχι για επαγγελματικό χώρο του αιτούντα. (512, 1580, 990, 1633)
value-cell: 170,00 (917, 558, 985, 573)
paragraph: 1. Για στεγασμένους χώρους που χρησιμοποιούνται για κατοικία, Φιλανθρωπικό και Νοσηλευτικό Ίδρυμα Δημοσίου ή Ιδιωτικού δικαίου (πλην ιδιωτικών κλινικών), ορίζεται ο συντελεστής οικιακής χρήσης ανά τ.μ., ανάλογος της κατηγορίας/ζώνης που ανήκει το ακίνητο (ΠΙΝΑΚΑΣ 14: Συντελεστές Τελών 2022) (16, 619, 494, 709)
table-row (516, 753, 985, 768)
